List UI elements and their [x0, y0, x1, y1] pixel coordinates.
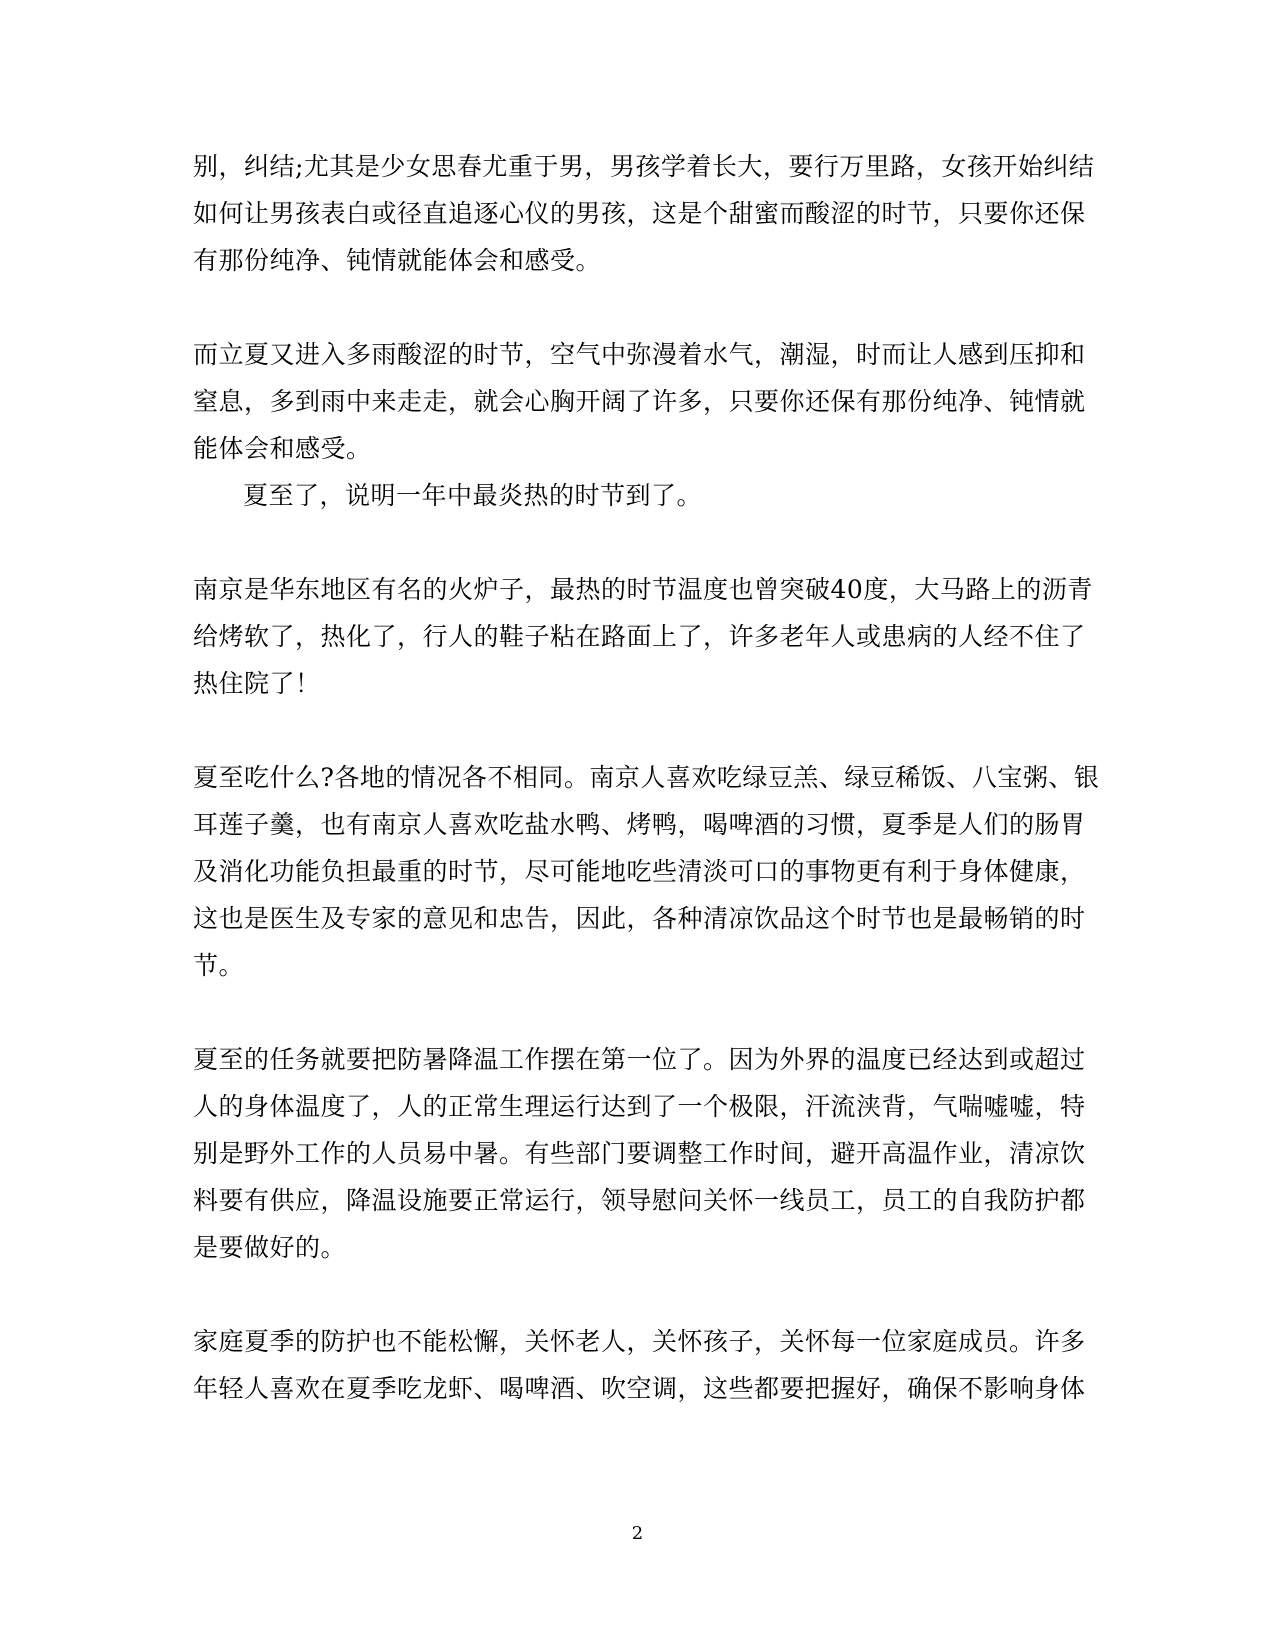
text-line: 能体会和感受。 — [193, 434, 372, 463]
text-line: 如何让男孩表白或径直追逐心仪的男孩，这是个甜蜜而酸涩的时节，只要你还保 — [193, 199, 1086, 228]
text-line: 给烤软了，热化了，行人的鞋子粘在路面上了，许多老年人或患病的人经不住了 — [193, 622, 1086, 651]
text-line: 是要做好的。 — [193, 1233, 347, 1262]
text-line: 而立夏又进入多雨酸涩的时节，空气中弥漫着水气，潮湿，时而让人感到压抑和 — [193, 340, 1086, 369]
text-line: 别是野外工作的人员易中暑。有些部门要调整工作时间，避开高温作业，清凉饮 — [193, 1139, 1086, 1168]
text-line: 耳莲子羹，也有南京人喜欢吃盐水鸭、烤鸭，喝啤酒的习惯，夏季是人们的肠胃 — [193, 810, 1086, 839]
text-line: 家庭夏季的防护也不能松懈，关怀老人，关怀孩子，关怀每一位家庭成员。许多 — [193, 1327, 1086, 1356]
text-line: 年轻人喜欢在夏季吃龙虾、喝啤酒、吹空调，这些都要把握好，确保不影响身体 — [193, 1374, 1086, 1403]
page-number: 2 — [631, 1523, 644, 1544]
text-line: 夏至了，说明一年中最炎热的时节到了。 — [243, 481, 703, 510]
text-line: 有那份纯净、钝情就能体会和感受。 — [193, 246, 602, 275]
text-line: 窒息，多到雨中来走走，就会心胸开阔了许多，只要你还保有那份纯净、钝情就 — [193, 387, 1086, 416]
text-line: 节。 — [193, 951, 245, 980]
text-line: 料要有供应，降温设施要正常运行，领导慰问关怀一线员工，员工的自我防护都 — [193, 1186, 1086, 1215]
text-line: 热住院了！ — [193, 669, 321, 698]
text-line: 这也是医生及专家的意见和忠告，因此，各种清凉饮品这个时节也是最畅销的时 — [193, 904, 1086, 933]
text-line: 别，纠结;尤其是少女思春尤重于男，男孩学着长大，要行万里路，女孩开始纠结 — [193, 152, 1095, 181]
text-line: 人的身体温度了，人的正常生理运行达到了一个极限，汗流浃背，气喘嘘嘘，特 — [193, 1092, 1086, 1121]
text-line: 夏至的任务就要把防暑降温工作摆在第一位了。因为外界的温度已经达到或超过 — [193, 1045, 1086, 1074]
text-line: 及消化功能负担最重的时节，尽可能地吃些清淡可口的事物更有利于身体健康， — [193, 857, 1086, 886]
text-line: 南京是华东地区有名的火炉子，最热的时节温度也曾突破40度，大马路上的沥青 — [193, 575, 1093, 604]
text-line: 夏至吃什么?各地的情况各不相同。南京人喜欢吃绿豆羔、绿豆稀饭、八宝粥、银 — [193, 763, 1100, 792]
